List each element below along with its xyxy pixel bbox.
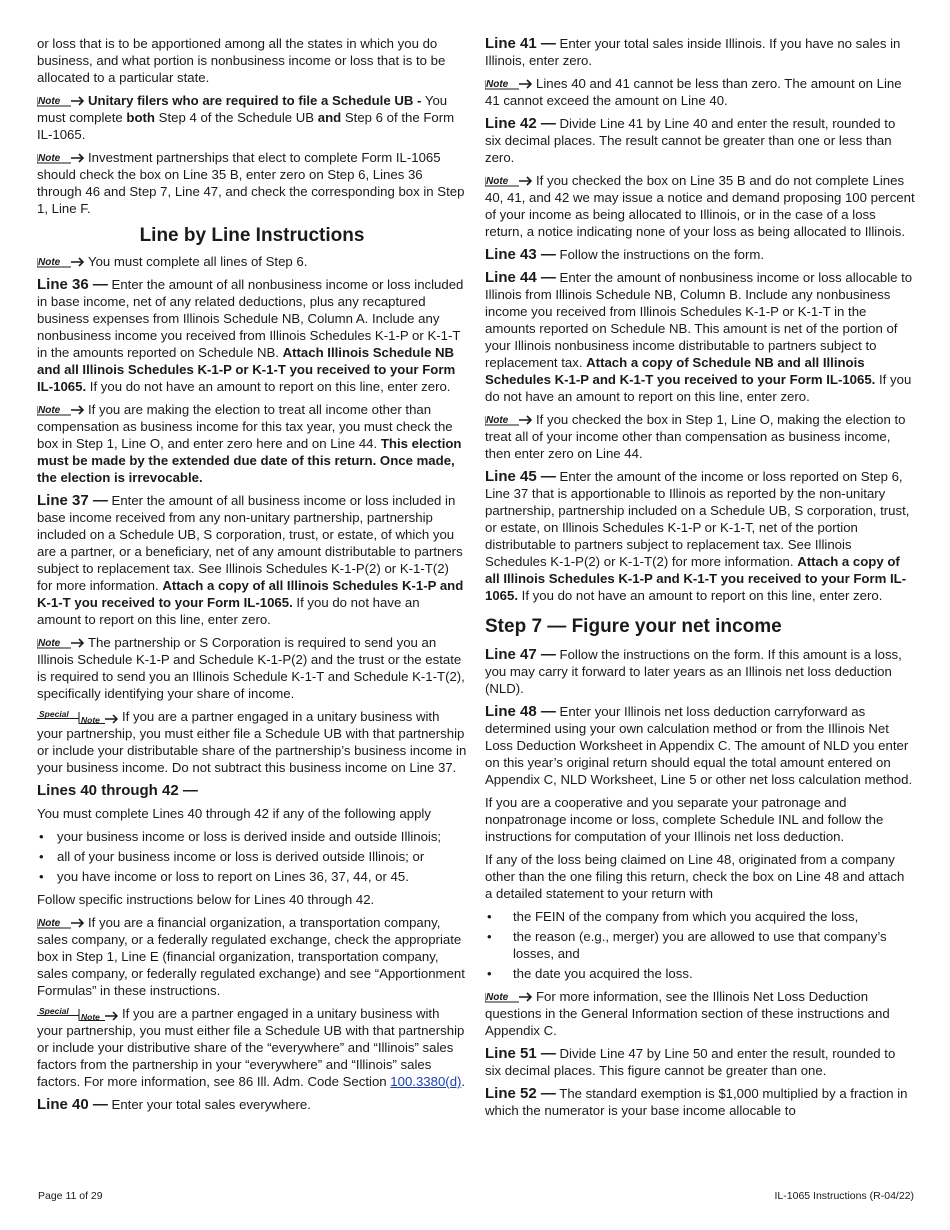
svg-text:Note: Note — [38, 153, 61, 164]
svg-text:Note: Note — [486, 992, 509, 1003]
note-line-35b: Note If you checked the box on Line 35 B and do not complete Lines 40, 41, and 42 we may issue a notice and demand proposing 100 percent of your income as being allocated to Illinois, or in the case of a loss return, a notice indicating none of your loss as being allocated to Illinois. — [485, 173, 915, 239]
list-item: • the reason (e.g., merger) you are allowed to use that company’s losses, and — [485, 928, 915, 962]
svg-text:Note: Note — [38, 638, 61, 649]
svg-text:Note: Note — [81, 715, 100, 724]
line-43: Line 43 — Follow the instructions on the form. — [485, 246, 765, 263]
left-column — [37, 35, 467, 1119]
note-line-o: Note If you checked the box in Step 1, Line O, making the election to treat all of your income other than compensation as business income, then enter zero on Line 44. — [485, 412, 906, 461]
special-note-unitary: Special Note If you are a partner engaged in a unitary business with your partnership, you must either file a Schedule UB with that partnership or include your distributable share of the partnership’s business income in your business income. Do not subtract this business income on Line 37. — [37, 709, 467, 775]
list-item: • the date you acquired the loss. — [485, 965, 915, 982]
loss-line-48-paragraph: If any of the loss being claimed on Line 48, originated from a company other than the one filing this return, check the box on Line 48 and attach a detailed statement to your return with — [485, 852, 905, 901]
line-48: Line 48 — Enter your Illinois net loss deduction carryforward as determined using your own calculation method or from the Illinois Net Loss Deduction Worksheet in Appendix C. The amount of NLD you enter on this year’s original return should equal the total amount entered on Appendix C, NLD Worksheet, Line 5 or other net loss calculation method. — [485, 703, 913, 787]
note-unitary: Note Unitary filers who are required to file a Schedule UB - You must complete both Step 4 of the Schedule UB and Step 6 of the Form IL-1065. — [37, 93, 455, 142]
svg-text:Note: Note — [486, 176, 509, 187]
svg-text:Note: Note — [38, 405, 61, 416]
line-37: Line 37 — Enter the amount of all business income or loss included in base income received from any non-unitary partnership, partnership included on a Schedule UB, S corporation, trust, or estate, of which you are a partner, or a beneficiary, net of any amount distributable to partners subject to replacement tax. See Illinois Schedules K-1-P(2) or K-1-T(2) for more information. Attach a copy of all Illinois Schedules K-1-P and K-1-T you received to your Form IL-1065. If you do not have an amount to report on this line, enter zero. — [37, 492, 464, 627]
note-financial: Note If you are a financial organization, a transportation company, sales company, or a federally regulated exchange, check the appropriate box in Step 1, Line E (financial organization, transportation company, sales company, or federally regulated exchange) and see “Apportionment Formulas” in these instructions. — [37, 915, 465, 998]
note-investment: Note Investment partnerships that elect to complete Form IL-1065 should check the box on Line 35 B, enter zero on Step 6, Lines 36 through 46 and Step 7, Line 47, and check the corresponding box in Step 1, Line F. — [37, 150, 465, 216]
line-40: Line 40 — Enter your total sales everywhere. — [37, 1096, 311, 1113]
line-51: Line 51 — Divide Line 47 by Line 50 and enter the result, rounded to six decimal places. This figure cannot be greater than one. — [485, 1045, 896, 1078]
svg-text:Note: Note — [38, 257, 61, 268]
special-note-icon — [37, 709, 119, 724]
note-icon — [37, 255, 85, 268]
note-icon — [485, 174, 533, 187]
line-44: Line 44 — Enter the amount of nonbusiness income or loss allocable to Illinois from Illinois Schedule NB, Column B. Include any nonbusiness income you received from Illinois Schedules K-1-P or K-1-T in the amounts reported on Schedule NB. This amount is net of the portion of your Illinois nonbusiness income distributable to partners subject to replacement tax. Attach a copy of Schedule NB and all Illinois Schedules K-1-P and K-1-T you received to your Form IL-1065. If you do not have an amount to report on this line, enter zero. — [485, 269, 913, 404]
svg-text:Special: Special — [39, 709, 69, 719]
note-icon — [37, 403, 85, 416]
line-42: Line 42 — Divide Line 41 by Line 40 and enter the result, rounded to six decimal places. The result cannot be greater than one or less than zero. — [485, 115, 896, 165]
intro-paragraph: or loss that is to be apportioned among all the states in which you do business, and what portion is nonbusiness income or loss that is to be allocated to a particular state. — [37, 36, 446, 85]
list-item: • you have income or loss to report on Lines 36, 37, 44, or 45. — [37, 868, 467, 885]
note-election: Note If you are making the election to treat all income other than compensation as business income for this tax year, you must check the box in Step 1, Line O, and enter zero here and on Line 44. This election must be made by the extended due date of this return. Once made, the election is irrevocable. — [37, 402, 462, 485]
note-icon — [485, 77, 533, 90]
right-column — [485, 35, 915, 1125]
note-icon — [485, 413, 533, 426]
note-lines-40-41: Note Lines 40 and 41 cannot be less than zero. The amount on Line 41 cannot exceed the amount on Line 40. — [485, 76, 902, 108]
line-52: Line 52 — The standard exemption is $1,000 multiplied by a fraction in which the numerator is your base income allocable to — [485, 1085, 908, 1118]
note-more-info: Note For more information, see the Illinois Net Loss Deduction questions in the General Information section of these instructions and Appendix C. — [485, 989, 890, 1038]
note-icon — [37, 916, 85, 929]
lines-40-42-list — [37, 828, 467, 885]
lines-40-42-heading: Lines 40 through 42 — — [37, 782, 198, 799]
svg-text:Note: Note — [486, 79, 509, 90]
svg-text:Note: Note — [81, 1012, 100, 1021]
note-icon — [485, 990, 533, 1003]
line-41: Line 41 — Enter your total sales inside Illinois. If you have no sales in Illinois, enter zero. — [485, 35, 901, 68]
special-note-sales: Special Note If you are a partner engaged in a unitary business with your partnership, you must either file a Schedule UB with that partnership or include your distributive share of the “everywhere” and “Illinois” sales factors from the partnership in your “everywhere” and “Illinois” sales factors. For more information, see 86 Ill. Adm. Code Section 100.3380(d). — [37, 1006, 466, 1089]
step-7-heading: Step 7 — Figure your net income — [485, 616, 782, 637]
lines-40-42-intro: You must complete Lines 40 through 42 if any of the following apply — [37, 806, 431, 821]
regulation-link[interactable]: 100.3380(d) — [390, 1074, 462, 1089]
note-icon-label: Note — [38, 96, 61, 107]
page-number: Page 11 of 29 — [38, 1190, 103, 1202]
special-note-icon — [37, 1006, 119, 1021]
svg-text:Note: Note — [38, 918, 61, 929]
note-icon — [37, 636, 85, 649]
svg-text:Note: Note — [486, 415, 509, 426]
list-item: • your business income or loss is derived inside and outside Illinois; — [37, 828, 467, 845]
note-scorp: Note The partnership or S Corporation is required to send you an Illinois Schedule K-1-P and Schedule K-1-P(2) and the trust or the estate is required to send you an Illinois Schedule K-1-T and Schedule K-1-T(2), specifically identifying your share of income. — [37, 635, 465, 701]
follow-instructions: Follow specific instructions below for Lines 40 through 42. — [37, 892, 375, 907]
form-revision: IL-1065 Instructions (R-04/22) — [774, 1190, 914, 1202]
line-by-line-heading: Line by Line Instructions — [139, 225, 365, 246]
note-icon — [37, 151, 85, 164]
loss-statement-list — [485, 908, 915, 982]
line-47: Line 47 — Follow the instructions on the form. If this amount is a loss, you may carry it forward to later years as an Illinois net loss deduction (NLD). — [485, 646, 902, 696]
line-45: Line 45 — Enter the amount of the income or loss reported on Step 6, Line 37 that is apportionable to Illinois as reported by the non-unitary partnership, partnership included on a Schedule UB, S corporation, trust, or estate, on Illinois Schedules K-1-P or K-1-T, net of the portion distributable to partners subject to replacement tax. See Illinois Schedules K-1-P(2) or K-1-T(2) for more information. Attach a copy of all Illinois Schedules K-1-P and K-1-T you received to your Form IL-1065. If you do not have an amount to report on this line, enter zero. — [485, 468, 910, 603]
note-icon — [37, 94, 85, 107]
note-complete-all: Note You must complete all lines of Step 6. — [38, 254, 308, 269]
svg-text:Special: Special — [39, 1006, 69, 1016]
list-item: • all of your business income or loss is derived outside Illinois; or — [37, 848, 467, 865]
list-item: • the FEIN of the company from which you acquired the loss, — [485, 908, 915, 925]
line-36: Line 36 — Enter the amount of all nonbusiness income or loss included in base income, net of any related deductions, plus any recaptured business expenses from Illinois Schedule NB, Column A. Include any nonbusiness income you received from Illinois Schedules K-1-P or K-1-T in the amounts reported on Schedule NB. Attach Illinois Schedule NB and all Illinois Schedules K-1-P or K-1-T you received to your Form IL-1065. If you do not have an amount to report on this line, enter zero. — [37, 276, 464, 394]
cooperative-paragraph: If you are a cooperative and you separate your patronage and nonpatronage income or loss, complete Schedule INL and follow the instructions for computation of your Illinois net loss deduction. — [485, 795, 884, 844]
